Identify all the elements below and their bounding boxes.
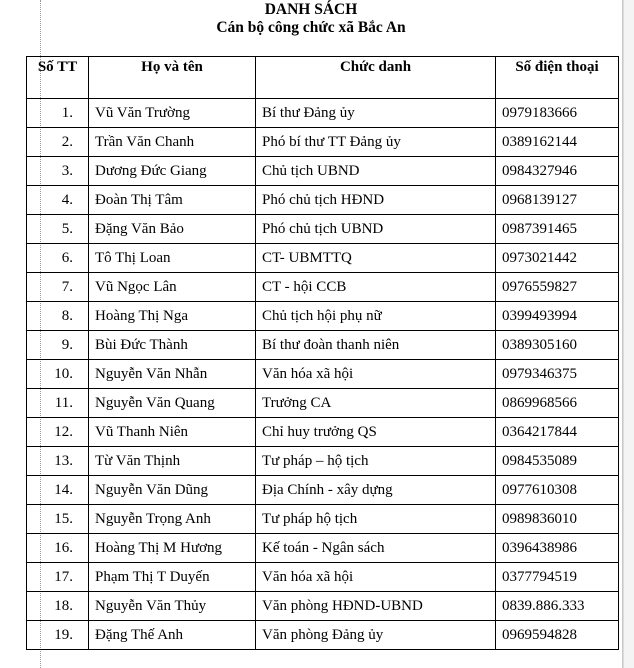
table-row xyxy=(27,476,619,505)
table-header-row xyxy=(27,57,619,99)
cell-number: 4. xyxy=(27,186,89,215)
table-row xyxy=(27,621,619,650)
header-full-name: Họ và tên xyxy=(89,57,256,99)
cell-phone: 0976559827 xyxy=(496,273,619,302)
table-row xyxy=(27,331,619,360)
cell-position: Trưởng CA xyxy=(256,389,496,418)
cell-phone: 0364217844 xyxy=(496,418,619,447)
cell-position: Văn hóa xã hội xyxy=(256,563,496,592)
cell-position: Chỉ huy trưởng QS xyxy=(256,418,496,447)
cell-phone: 0973021442 xyxy=(496,244,619,273)
cell-phone: 0984535089 xyxy=(496,447,619,476)
table-row xyxy=(27,99,619,128)
cell-phone: 0979183666 xyxy=(496,99,619,128)
cell-number: 19. xyxy=(27,621,89,650)
cell-phone: 0839.886.333 xyxy=(496,592,619,621)
cell-phone: 0977610308 xyxy=(496,476,619,505)
header-position: Chức danh xyxy=(256,57,496,99)
cell-number: 12. xyxy=(27,418,89,447)
cell-phone: 0984327946 xyxy=(496,157,619,186)
cell-full-name: Nguyễn Văn Thủy xyxy=(89,592,256,621)
cell-full-name: Đoàn Thị Tâm xyxy=(89,186,256,215)
staff-table xyxy=(26,56,619,650)
cell-full-name: Dương Đức Giang xyxy=(89,157,256,186)
cell-number: 18. xyxy=(27,592,89,621)
cell-position: Địa Chính - xây dựng xyxy=(256,476,496,505)
cell-full-name: Bùi Đức Thành xyxy=(89,331,256,360)
cell-number: 15. xyxy=(27,505,89,534)
cell-full-name: Nguyễn Văn Quang xyxy=(89,389,256,418)
cell-position: Chủ tịch UBND xyxy=(256,157,496,186)
cell-number: 2. xyxy=(27,128,89,157)
cell-full-name: Từ Văn Thịnh xyxy=(89,447,256,476)
cell-number: 10. xyxy=(27,360,89,389)
cell-full-name: Tô Thị Loan xyxy=(89,244,256,273)
cell-phone: 0377794519 xyxy=(496,563,619,592)
cell-full-name: Đặng Văn Bảo xyxy=(89,215,256,244)
table-body xyxy=(27,99,619,650)
table-row xyxy=(27,447,619,476)
cell-phone: 0396438986 xyxy=(496,534,619,563)
cell-full-name: Vũ Thanh Niên xyxy=(89,418,256,447)
cell-position: Văn hóa xã hội xyxy=(256,360,496,389)
cell-position: Văn phòng HĐND-UBND xyxy=(256,592,496,621)
document-title: DANH SÁCH xyxy=(264,1,358,18)
cell-position: Tư pháp hộ tịch xyxy=(256,505,496,534)
cell-number: 3. xyxy=(27,157,89,186)
table-row xyxy=(27,563,619,592)
cell-number: 1. xyxy=(27,99,89,128)
table-row xyxy=(27,215,619,244)
cell-full-name: Phạm Thị T Duyến xyxy=(89,563,256,592)
cell-position: Văn phòng Đảng ủy xyxy=(256,621,496,650)
table-row xyxy=(27,186,619,215)
table-row xyxy=(27,302,619,331)
cell-number: 14. xyxy=(27,476,89,505)
document-subtitle: Cán bộ công chức xã Bắc An xyxy=(216,19,406,36)
cell-number: 6. xyxy=(27,244,89,273)
cell-number: 13. xyxy=(27,447,89,476)
cell-position: Bí thư đoàn thanh niên xyxy=(256,331,496,360)
table-row xyxy=(27,128,619,157)
cell-full-name: Đặng Thế Anh xyxy=(89,621,256,650)
cell-full-name: Nguyễn Trọng Anh xyxy=(89,505,256,534)
table-row xyxy=(27,592,619,621)
cell-position: Kế toán - Ngân sách xyxy=(256,534,496,563)
table-row xyxy=(27,505,619,534)
cell-number: 11. xyxy=(27,389,89,418)
cell-number: 17. xyxy=(27,563,89,592)
cell-phone: 0989836010 xyxy=(496,505,619,534)
cell-phone: 0987391465 xyxy=(496,215,619,244)
table-row xyxy=(27,157,619,186)
cell-position: Phó bí thư TT Đảng ủy xyxy=(256,128,496,157)
cell-phone: 0389305160 xyxy=(496,331,619,360)
cell-phone: 0869968566 xyxy=(496,389,619,418)
cell-full-name: Trần Văn Chanh xyxy=(89,128,256,157)
table-row xyxy=(27,389,619,418)
cell-phone: 0968139127 xyxy=(496,186,619,215)
cell-position: Tư pháp – hộ tịch xyxy=(256,447,496,476)
cell-number: 16. xyxy=(27,534,89,563)
cell-full-name: Hoàng Thị M Hương xyxy=(89,534,256,563)
cell-full-name: Vũ Ngọc Lân xyxy=(89,273,256,302)
cell-full-name: Hoàng Thị Nga xyxy=(89,302,256,331)
cell-position: Bí thư Đảng ủy xyxy=(256,99,496,128)
cell-position: Phó chủ tịch UBND xyxy=(256,215,496,244)
table-row xyxy=(27,534,619,563)
cell-full-name: Nguyễn Văn Dũng xyxy=(89,476,256,505)
table-row xyxy=(27,418,619,447)
cell-position: CT - hội CCB xyxy=(256,273,496,302)
cell-full-name: Vũ Văn Trường xyxy=(89,99,256,128)
table-row xyxy=(27,273,619,302)
vertical-scrollbar[interactable] xyxy=(623,0,634,668)
cell-position: CT- UBMTTQ xyxy=(256,244,496,273)
cell-position: Phó chủ tịch HĐND xyxy=(256,186,496,215)
cell-phone: 0399493994 xyxy=(496,302,619,331)
table-row xyxy=(27,360,619,389)
cell-number: 9. xyxy=(27,331,89,360)
cell-position: Chủ tịch hội phụ nữ xyxy=(256,302,496,331)
cell-number: 5. xyxy=(27,215,89,244)
header-phone: Số điện thoại xyxy=(496,57,619,99)
cell-number: 8. xyxy=(27,302,89,331)
cell-phone: 0979346375 xyxy=(496,360,619,389)
cell-phone: 0969594828 xyxy=(496,621,619,650)
cell-phone: 0389162144 xyxy=(496,128,619,157)
cell-full-name: Nguyễn Văn Nhẫn xyxy=(89,360,256,389)
header-number: Số TT xyxy=(27,57,89,99)
cell-number: 7. xyxy=(27,273,89,302)
table-row xyxy=(27,244,619,273)
